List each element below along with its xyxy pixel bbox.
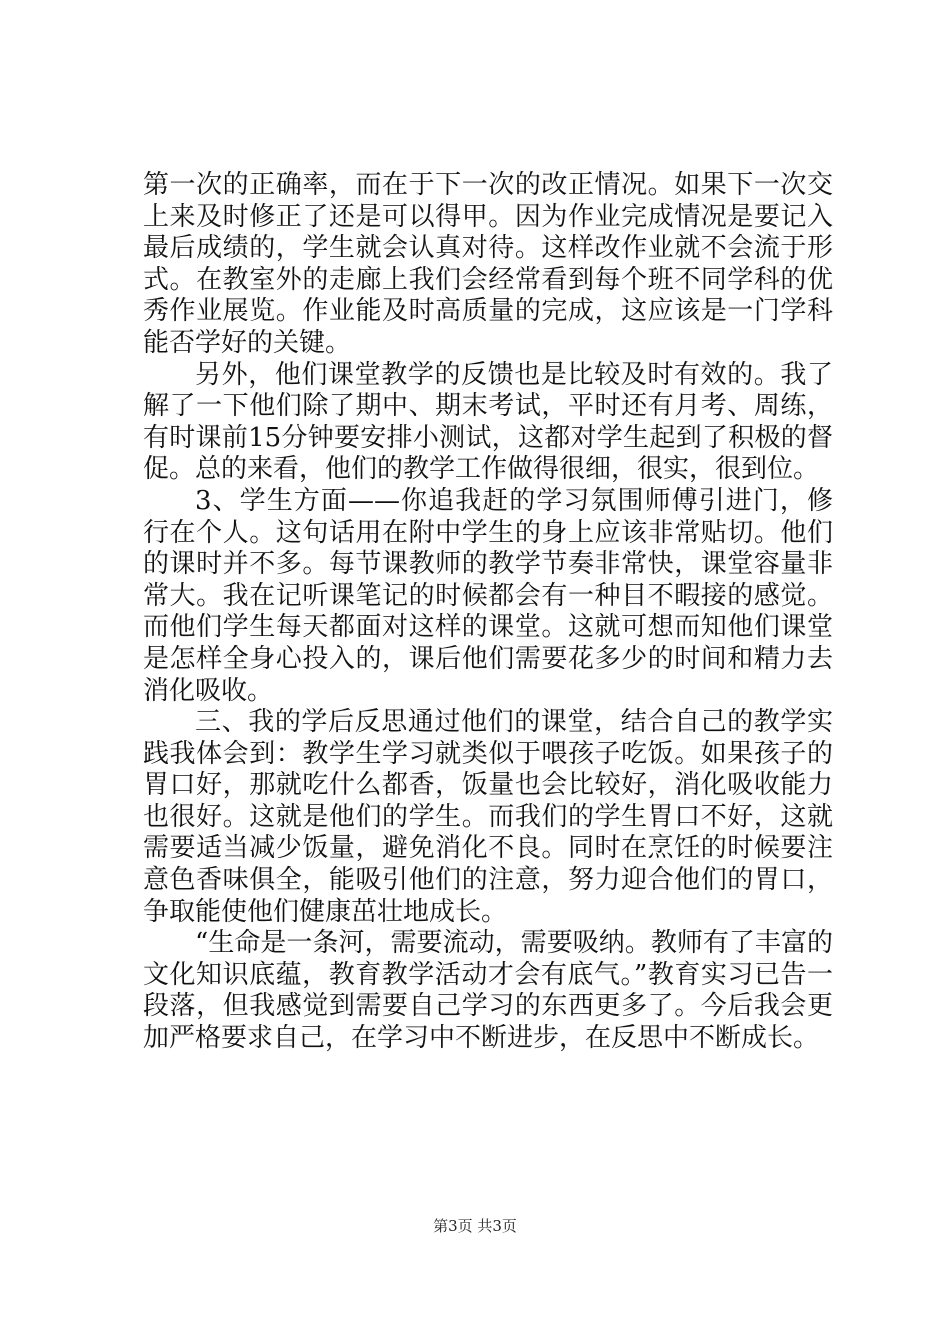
paragraph-4: 三、我的学后反思通过他们的课堂，结合自己的教学实践我体会到：教学生学习就类似于喂孩子吃饭。如果孩子的胃口好，那就吃什么都香，饭量也会比较好，消化吸收能力也很好。这就是他们的学生。而我们的学生胃口不好，这就需要适当减少饭量，避免消化不良。同时在烹饪的时候要注意色香味俱全，能吸引他们的注意，努力迎合他们的胃口，争取能使他们健康茁壮地成长。 [143, 707, 833, 927]
paragraph-1: 第一次的正确率，而在于下一次的改正情况。如果下一次交上来及时修正了还是可以得甲。因为作业完成情况是要记入最后成绩的，学生就会认真对待。这样改作业就不会流于形式。在教室外的走廊上我们会经常看到每个班不同学科的优秀作业展览。作业能及时高质量的完成，这应该是一门学科能否学好的关键。 [143, 170, 833, 358]
document-body [143, 170, 833, 1055]
page-number-footer: 第3页 共3页 [433, 1217, 517, 1235]
paragraph-3: 3、学生方面——你追我赶的学习氛围师傅引进门，修行在个人。这句话用在附中学生的身上应该非常贴切。他们的课时并不多。每节课教师的教学节奏非常快，课堂容量非常大。我在记听课笔记的时候都会有一种目不暇接的感觉。而他们学生每天都面对这样的课堂。这就可想而知他们课堂是怎样全身心投入的，课后他们需要花多少的时间和精力去消化吸收。 [143, 485, 833, 706]
paragraph-2: 另外，他们课堂教学的反馈也是比较及时有效的。我了解了一下他们除了期中、期末考试，平时还有月考、周练，有时课前15分钟要安排小测试，这都对学生起到了积极的督促。总的来看，他们的教学工作做得很细，很实，很到位。 [143, 359, 833, 485]
paragraph-5: “生命是一条河，需要流动，需要吸纳。教师有了丰富的文化知识底蕴，教育教学活动才会有底气。”教育实习已告一段落，但我感觉到需要自己学习的东西更多了。今后我会更加严格要求自己，在学习中不断进步，在反思中不断成长。 [143, 928, 833, 1054]
